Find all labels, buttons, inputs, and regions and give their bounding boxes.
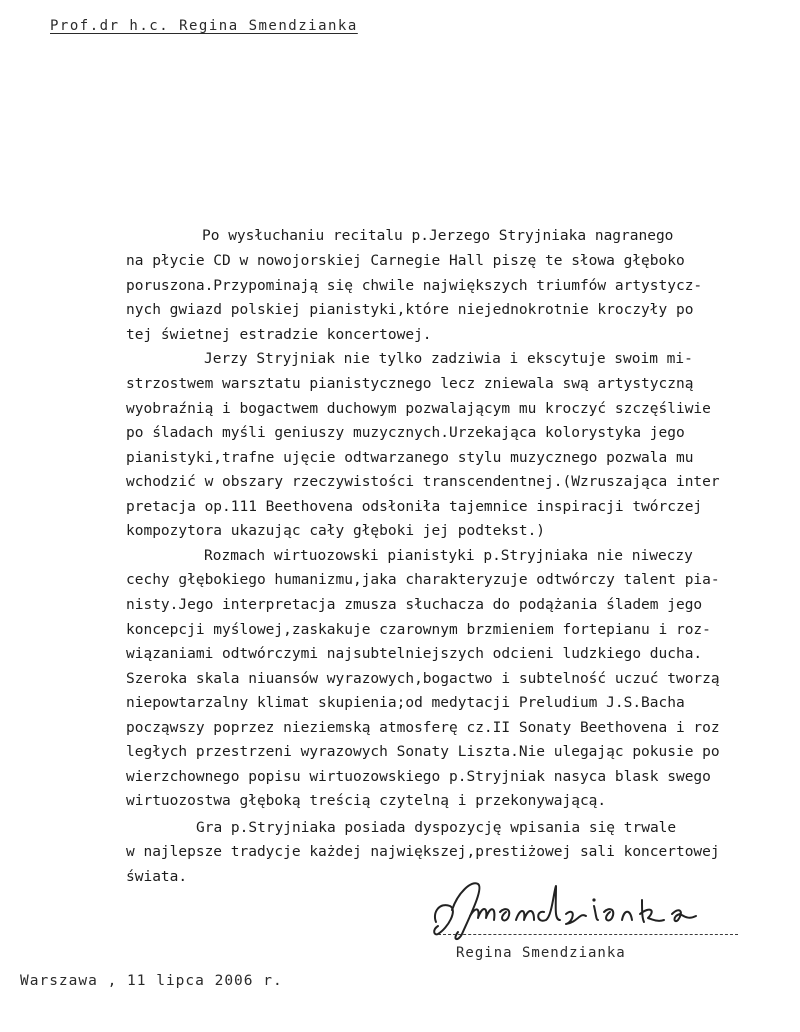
- body-line: wiązaniami odtwórczymi najsubtelniejszych odcieni ludzkiego ducha.: [126, 646, 703, 662]
- letterhead: Prof.dr h.c. Regina Smendzianka: [50, 18, 358, 34]
- body-line: nych gwiazd polskiej pianistyki,które niejednokrotnie kroczyły po: [126, 302, 694, 318]
- body-line: Szeroka skala niuansów wyrazowych,bogactwo i subtelność uczuć tworzą: [126, 671, 720, 687]
- body-line: kompozytora ukazując cały głęboki jej podtekst.): [126, 523, 546, 539]
- body-line: na płycie CD w nowojorskiej Carnegie Hall piszę te słowa głęboko: [126, 253, 685, 269]
- body-line: ległych przestrzeni wyrazowych Sonaty Liszta.Nie ulegając pokusie po: [126, 744, 720, 760]
- body-line: tej świetnej estradzie koncertowej.: [126, 327, 432, 343]
- signature-name: Regina Smendzianka: [456, 945, 626, 961]
- body-line: strzostwem warsztatu pianistycznego lecz zniewala swą artystyczną: [126, 376, 694, 392]
- body-line: Gra p.Stryjniaka posiada dyspozycję wpisania się trwale: [196, 820, 677, 836]
- signature-line: [438, 934, 738, 935]
- body-line: świata.: [126, 869, 188, 885]
- body-line: wchodzić w obszary rzeczywistości transcendentnej.(Wzruszająca inter: [126, 474, 720, 490]
- body-line: niepowtarzalny klimat skupienia;od medytacji Preludium J.S.Bacha: [126, 695, 685, 711]
- body-line: w najlepsze tradycje każdej największej,prestiżowej sali koncertowej: [126, 844, 720, 860]
- body-line: pretacja op.111 Beethovena odsłoniła tajemnice inspiracji twórczej: [126, 499, 703, 515]
- body-line: Jerzy Stryjniak nie tylko zadziwia i ekscytuje swoim mi-: [204, 351, 693, 367]
- body-line: wirtuozostwa głęboką treścią czytelną i przekonywającą.: [126, 793, 607, 809]
- body-line: po śladach myśli geniuszy muzycznych.Urzekająca kolorystyka jego: [126, 425, 685, 441]
- handwritten-signature: [428, 876, 728, 946]
- body-line: koncepcji myślowej,zaskakuje czarownym brzmieniem fortepianu i roz-: [126, 622, 711, 638]
- body-line: Rozmach wirtuozowski pianistyki p.Stryjniaka nie niweczy: [204, 548, 693, 564]
- body-line: wierzchownego popisu wirtuozowskiego p.Stryjniak nasyca blask swego: [126, 769, 711, 785]
- place-and-date: Warszawa , 11 lipca 2006 r.: [20, 973, 283, 989]
- body-line: cechy głębokiego humanizmu,jaka charakteryzuje odtwórczy talent pia-: [126, 572, 720, 588]
- body-line: poruszona.Przypominają się chwile największych triumfów artystycz-: [126, 278, 703, 294]
- body-line: począwszy poprzez nieziemską atmosferę cz.II Sonaty Beethovena i roz: [126, 720, 720, 736]
- body-line: pianistyki,trafne ujęcie odtwarzanego stylu muzycznego pozwala mu: [126, 450, 694, 466]
- body-line: wyobraźnią i bogactwem duchowym pozwalającym mu kroczyć szczęśliwie: [126, 401, 711, 417]
- body-line: Po wysłuchaniu recitalu p.Jerzego Stryjniaka nagranego: [202, 228, 674, 244]
- body-line: nisty.Jego interpretacja zmusza słuchacza do podążania śladem jego: [126, 597, 703, 613]
